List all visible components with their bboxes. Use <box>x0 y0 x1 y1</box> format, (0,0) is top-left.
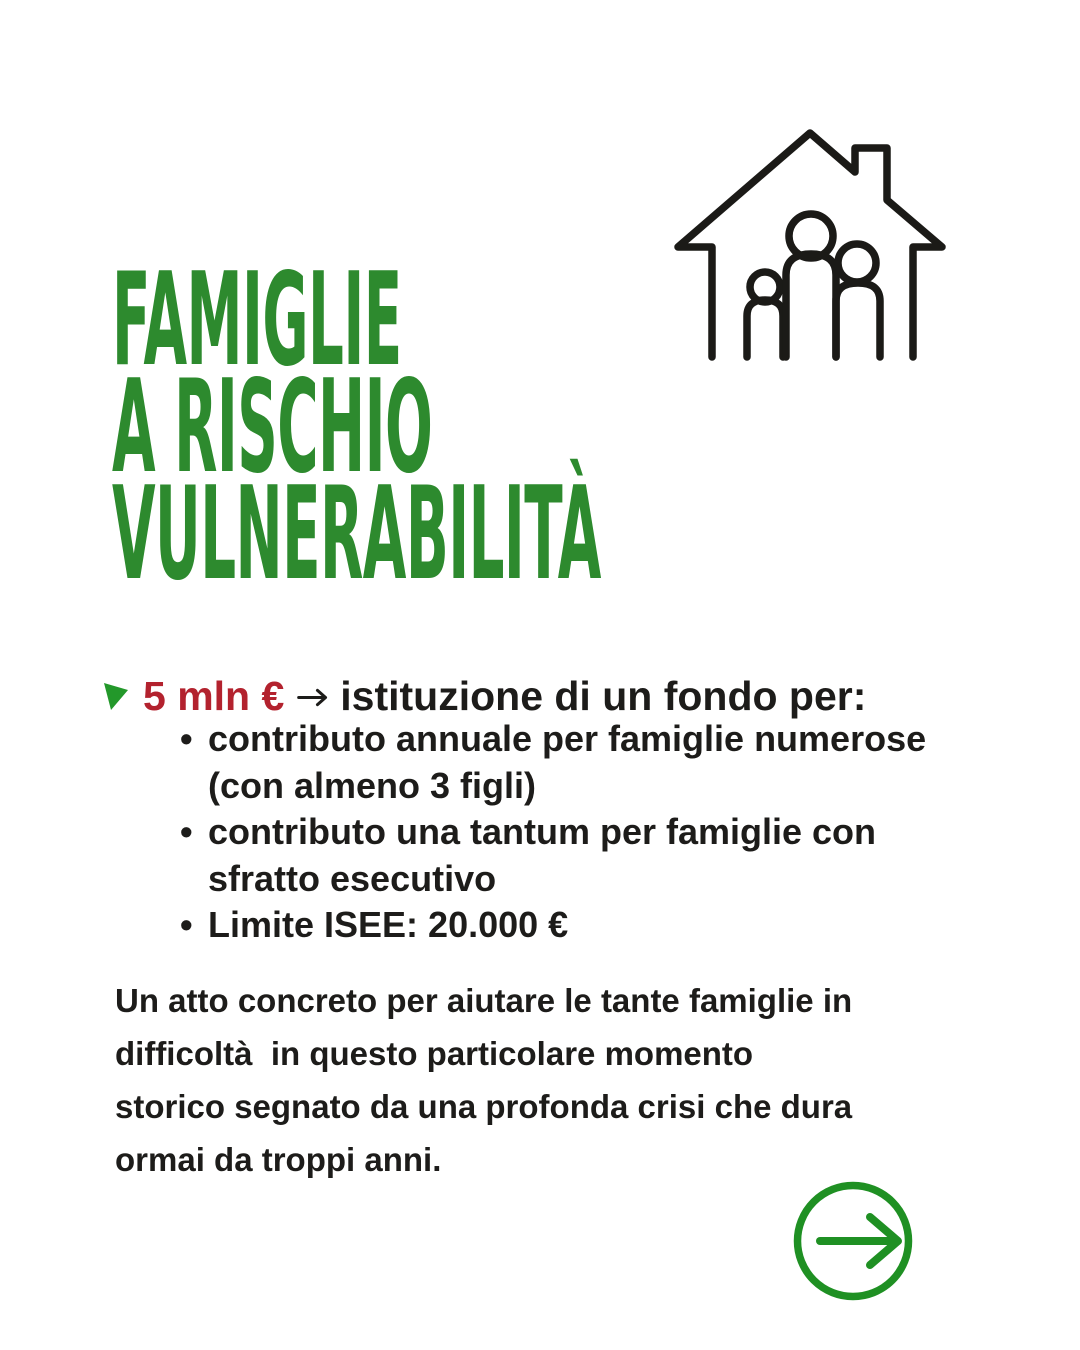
house-family-icon <box>640 90 960 370</box>
arrow-right-circle-icon <box>791 1179 915 1303</box>
fund-items-list <box>180 716 928 949</box>
list-item: • Limite ISEE: 20.000 € <box>180 902 928 949</box>
list-item: • contributo annuale per famiglie numerose (con almeno 3 figli) <box>180 716 928 809</box>
triangle-pointer-icon <box>103 681 129 711</box>
list-item: • contributo una tantum per famiglie con sfratto esecutivo <box>180 809 928 902</box>
closing-paragraph: Un atto concreto per aiutare le tante famiglie in difficoltà in questo particolare momento storico segnato da una profonda crisi che dura ormai da troppi anni. <box>115 982 862 1178</box>
fund-lead-text: istituzione di un fondo per: <box>340 672 867 719</box>
page-title-line-2: A RISCHIO <box>112 353 433 502</box>
page-title-line-1: FAMIGLIE <box>112 246 402 395</box>
fund-amount: 5 mln € <box>143 672 285 719</box>
right-arrow-icon <box>296 686 330 709</box>
next-button[interactable] <box>791 1179 915 1303</box>
page-title-line-3: VULNERABILITÀ <box>112 460 601 609</box>
page-title <box>112 246 601 609</box>
fund-heading <box>103 673 866 719</box>
